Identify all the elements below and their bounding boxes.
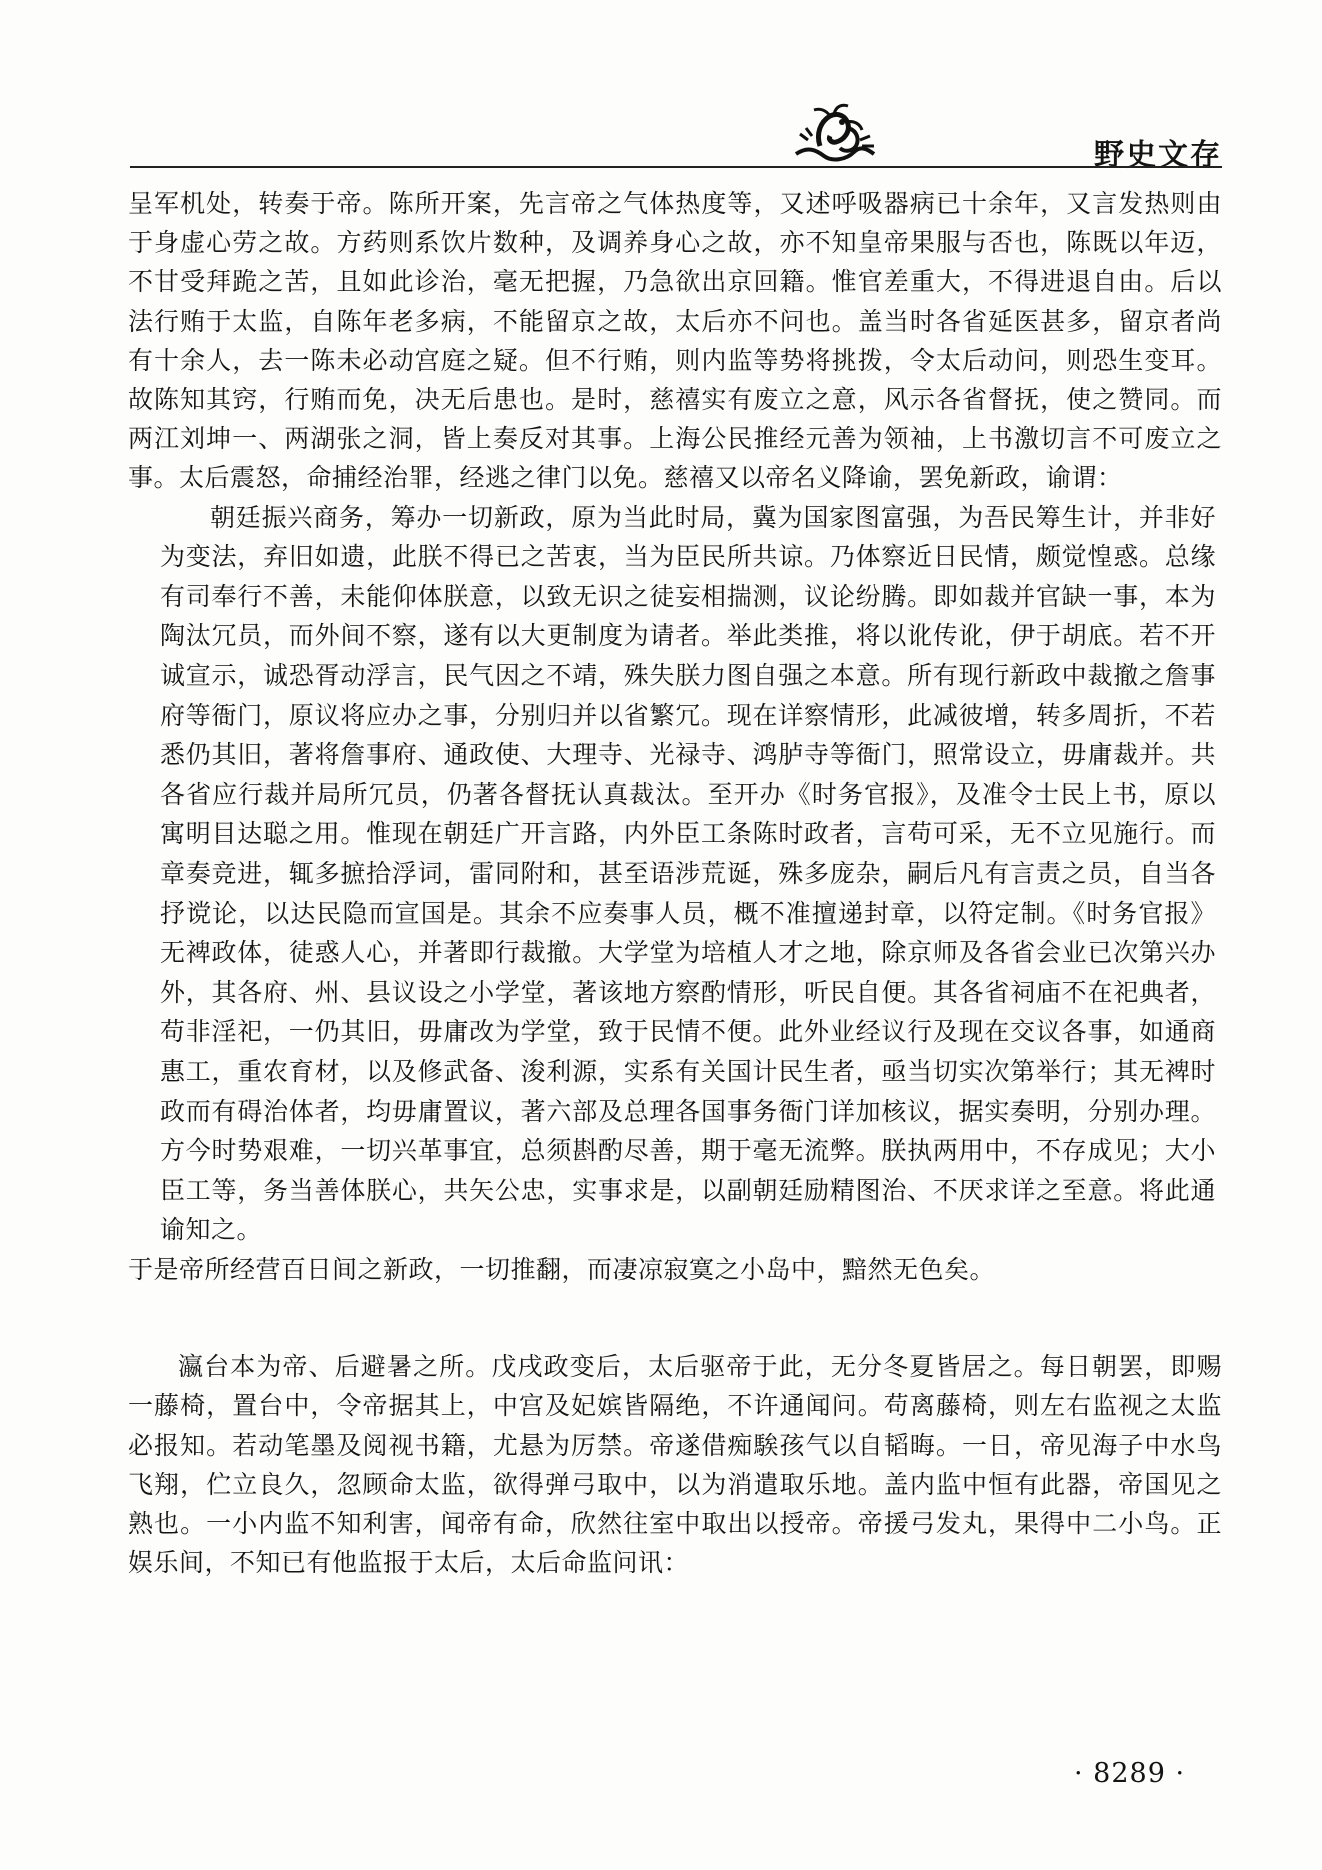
paragraph-conclusion: 于是帝所经营百日间之新政，一切推翻，而凄凉寂寞之小岛中，黯然无色矣。 [128,1254,996,1284]
book-title: 野史文存 [1094,138,1222,173]
page-number: · 8289 · [1074,1758,1186,1789]
header-divider [130,166,1222,168]
paragraph-opening: 呈军机处，转奏于帝。陈所开案，先言帝之气体热度等，又述呼吸器病已十余年，又言发热则由于身虚心劳之故。方药则系饮片数种，及调养身心之故，亦不知皇帝果服与否也，陈既以年迈，不甘受拜跪之苦，且如此诊治，毫无把握，乃急欲出京回籍。惟官差重大，不得进退自由。后以法行贿于太监，自陈年老多病，不能留京之故，太后亦不问也。盖当时各省延医甚多，留京者尚有十余人，去一陈未必动宫庭之疑。但不行贿，则内监等势将挑拨，令太后动问，则恐生变耳。故陈知其窍，行贿而免，决无后患也。是时，慈禧实有废立之意，风示各省督抚，使之赞同。而两江刘坤一、两湖张之洞，皆上奏反对其事。上海公民推经元善为领袖，上书激切言不可废立之事。太后震怒，命捕经治罪，经逃之律门以免。慈禧又以帝名义降谕，罢免新政，谕谓： [128,189,1222,493]
dragon-emblem-icon [790,100,890,164]
paragraph-yingtai: 瀛台本为帝、后避暑之所。戊戌政变后，太后驱帝于此，无分冬夏皆居之。每日朝罢，即赐一藤椅，置台中，令帝据其上，中宫及妃嫔皆隔绝，不许通闻问。苟离藤椅，则左右监视之太监必报知。若动笔墨及阅视书籍，尤悬为厉禁。帝遂借痴騃孩气以自韬晦。一日，帝见海子中水鸟飞翔，伫立良久，忽顾命太监，欲得弹弓取中，以为消遣取乐地。盖内监中恒有此器，帝国见之熟也。一小内监不知利害，闻帝有命，欣然往室中取出以授帝。帝援弓发丸，果得中二小鸟。正娱乐间，不知已有他监报于太后，太后命监问讯： [128,1352,1222,1578]
page-body [128,184,1222,1582]
section-gap [128,1289,1222,1347]
edict-quote: 朝廷振兴商务，筹办一切新政，原为当此时局，冀为国家图富强，为吾民筹生计，并非好为变法，弃旧如遗，此朕不得已之苦衷，当为臣民所共谅。乃体察近日民情，颇觉惶惑。总缘有司奉行不善，未能仰体朕意，以致无识之徒妄相揣测，议论纷腾。即如裁并官缺一事，本为陶汰冗员，而外间不察，遂有以大更制度为请者。举此类推，将以讹传讹，伊于胡底。若不开诚宣示，诚恐胥动浮言，民气因之不靖，殊失朕力图自强之本意。所有现行新政中裁撤之詹事府等衙门，原议将应办之事，分别归并以省繁冗。现在详察情形，此减彼增，转多周折，不若悉仍其旧，著将詹事府、通政使、大理寺、光禄寺、鸿胪寺等衙门，照常设立，毋庸裁并。共各省应行裁并局所冗员，仍著各督抚认真裁汰。至开办《时务官报》，及准令士民上书，原以寓明目达聪之用。惟现在朝廷广开言路，内外臣工条陈时政者，言苟可采，无不立见施行。而章奏竞进，辄多摭拾浮词，雷同附和，甚至语涉荒诞，殊多庞杂，嗣后凡有言责之员，自当各抒谠论，以达民隐而宣国是。其余不应奏事人员，概不准擅递封章，以符定制。《时务官报》无裨政体，徒惑人心，并著即行裁撤。大学堂为培植人才之地，除京师及各省会业已次第兴办外，其各府、州、县议设之小学堂，著该地方察酌情形，听民自便。其各省祠庙不在祀典者，苟非淫祀，一仍其旧，毋庸改为学堂，致于民情不便。此外业经议行及现在交议各事，如通商惠工，重农育材，以及修武备、浚利源，实系有关国计民生者，亟当切实次第举行；其无裨时政而有碍治体者，均毋庸置议，著六部及总理各国事务衙门详加核议，据实奏明，分别办理。方今时势艰难，一切兴革事宜，总须斟酌尽善，期于毫无流弊。朕执两用中，不存成见；大小臣工等，务当善体朕心，共矢公忠，实事求是，以副朝廷励精图治、不厌求详之至意。将此通谕知之。 [160,502,1216,1245]
page-header [130,100,1222,173]
